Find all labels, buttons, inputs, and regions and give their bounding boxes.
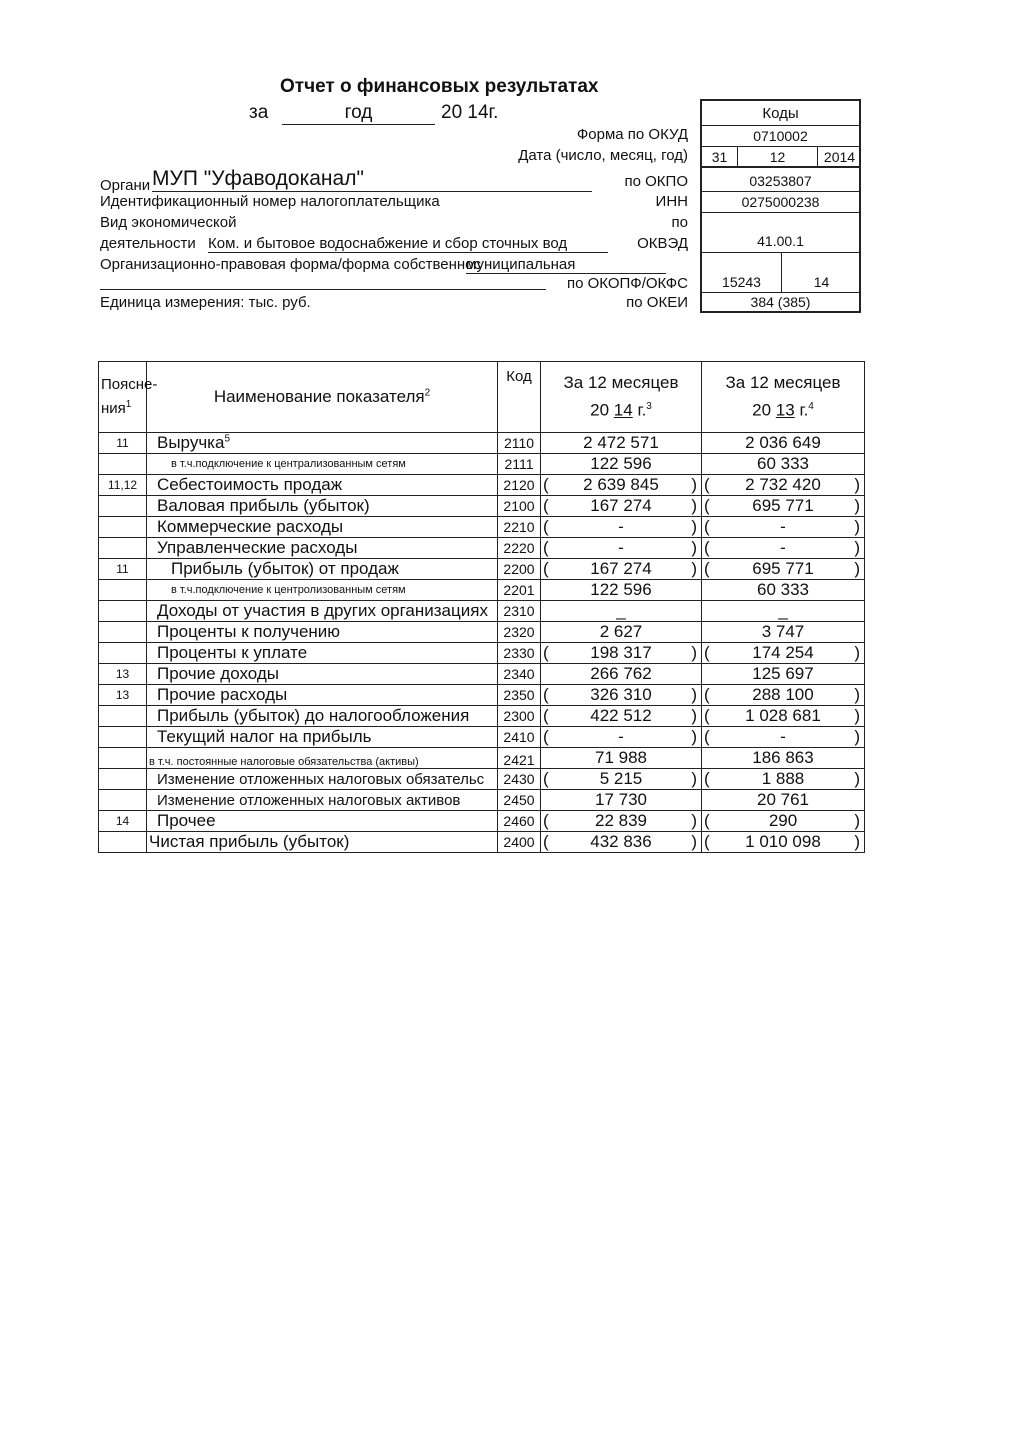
row-code: 2201: [498, 580, 541, 601]
table-row: [99, 664, 865, 685]
table-row: [99, 727, 865, 748]
code-okud: 0710002: [702, 126, 859, 147]
row-code: 2421: [498, 748, 541, 769]
row-note: [99, 622, 147, 643]
row-name: Себестоимость продаж: [147, 475, 498, 496]
row-current: ( 167 274 ): [541, 559, 702, 580]
table-row: [99, 580, 865, 601]
row-previous: ( 1 028 681 ): [702, 706, 865, 727]
row-code: 2100: [498, 496, 541, 517]
report-year: 20 14г.: [441, 102, 499, 123]
row-code: 2220: [498, 538, 541, 559]
code-okpo: 03253807: [702, 168, 859, 192]
row-current: ( 422 512 ): [541, 706, 702, 727]
okved-label-2: ОКВЭД: [637, 235, 688, 252]
row-name: Коммерческие расходы: [147, 517, 498, 538]
row-note: [99, 727, 147, 748]
code-year: 2014: [823, 149, 856, 165]
row-previous: ( 695 771 ): [702, 496, 865, 517]
row-current: ( 198 317 ): [541, 643, 702, 664]
row-current: ( - ): [541, 517, 702, 538]
row-code: 2320: [498, 622, 541, 643]
row-previous: ( - ): [702, 517, 865, 538]
row-current: ( 2 639 845 ): [541, 475, 702, 496]
row-code: 2450: [498, 790, 541, 811]
row-name: в т.ч. постоянные налоговые обязательства (активы): [147, 748, 498, 769]
table-row: [99, 496, 865, 517]
row-code: 2111: [498, 454, 541, 475]
financial-results-table: [98, 361, 865, 853]
row-name: Чистая прибыль (убыток): [147, 832, 498, 853]
row-name: Изменение отложенных налоговых обязательс: [147, 769, 498, 790]
opf-text: Организационно-правовая форма/форма собственнос: [100, 256, 482, 273]
row-name: Прочие доходы: [147, 664, 498, 685]
table-row: [99, 706, 865, 727]
code-date: [702, 147, 859, 168]
row-current: 122 596: [541, 580, 702, 601]
code-okopf: 15243: [702, 253, 782, 292]
row-note: [99, 580, 147, 601]
code-okei: 384 (385): [750, 294, 811, 310]
inn-text: Идентификационный номер налогоплательщика: [100, 193, 440, 210]
code-day: 31: [702, 147, 738, 166]
row-previous: ( 1 888 ): [702, 769, 865, 790]
table-row: [99, 748, 865, 769]
code-okopf-okfs: [702, 253, 859, 293]
row-name: Проценты к получению: [147, 622, 498, 643]
row-previous: ( 288 100 ): [702, 685, 865, 706]
row-note: [99, 454, 147, 475]
activity-line1: Вид экономической: [100, 214, 237, 231]
code-okved: 41.00.1: [702, 213, 859, 253]
row-note: 11: [99, 433, 147, 454]
row-code: 2410: [498, 727, 541, 748]
row-current: 71 988: [541, 748, 702, 769]
row-code: 2350: [498, 685, 541, 706]
inn-label: ИНН: [655, 193, 688, 210]
row-current: 122 596: [541, 454, 702, 475]
org-prefix: Органи: [100, 177, 151, 194]
okei-label: по ОКЕИ: [626, 294, 688, 311]
table-row: [99, 643, 865, 664]
row-code: 2110: [498, 433, 541, 454]
row-previous: ( 1 010 098 ): [702, 832, 865, 853]
header-current: За 12 месяцев 20 14 г.$^3$: [541, 362, 702, 433]
row-name: Проценты к уплате: [147, 643, 498, 664]
row-current: ( 326 310 ): [541, 685, 702, 706]
row-previous: ( 695 771 ): [702, 559, 865, 580]
row-code: 2310: [498, 601, 541, 622]
row-current: 17 730: [541, 790, 702, 811]
row-note: 11: [99, 559, 147, 580]
header-code: Код: [498, 362, 541, 433]
date-label: Дата (число, месяц, год): [518, 147, 688, 164]
row-note: 13: [99, 664, 147, 685]
row-name: в т.ч.подключение к централизованным сетям: [147, 454, 498, 475]
table-row: [99, 538, 865, 559]
row-previous: ( 174 254 ): [702, 643, 865, 664]
row-previous: 125 697: [702, 664, 865, 685]
row-note: 13: [99, 685, 147, 706]
row-code: 2430: [498, 769, 541, 790]
row-code: 2200: [498, 559, 541, 580]
row-note: [99, 769, 147, 790]
opf-value: муниципальная: [466, 256, 666, 274]
row-current: 266 762: [541, 664, 702, 685]
table-row: [99, 685, 865, 706]
activity-value: Ком. и бытовое водоснабжение и сбор сточных вод: [208, 235, 608, 253]
row-name: Валовая прибыль (убыток): [147, 496, 498, 517]
code-inn: 0275000238: [702, 192, 859, 213]
row-previous: 2 036 649: [702, 433, 865, 454]
row-current: ( 5 215 ): [541, 769, 702, 790]
row-current: 2 472 571: [541, 433, 702, 454]
row-current: ( - ): [541, 538, 702, 559]
row-name: Прибыль (убыток) от продаж: [147, 559, 498, 580]
row-current: _: [541, 601, 702, 622]
row-previous: 60 333: [702, 580, 865, 601]
header-name: Наименование показателя$^2$: [147, 362, 498, 433]
okved-label-1: по: [671, 214, 688, 231]
header-previous: За 12 месяцев 20 13 г.$^4$: [702, 362, 865, 433]
row-previous: ( 2 732 420 ): [702, 475, 865, 496]
period-value: год: [282, 102, 435, 125]
row-name: Изменение отложенных налоговых активов: [147, 790, 498, 811]
table-row: [99, 454, 865, 475]
row-note: 11,12: [99, 475, 147, 496]
period-prefix: за: [249, 102, 269, 123]
row-name: Выручка$^5$: [147, 433, 498, 454]
row-note: [99, 517, 147, 538]
row-previous: 3 747: [702, 622, 865, 643]
header-note: Поясне- ния$^1$: [99, 362, 147, 433]
okpo-label: по ОКПО: [624, 173, 688, 190]
okud-label: Форма по ОКУД: [576, 126, 688, 143]
row-code: 2400: [498, 832, 541, 853]
activity-line2: деятельности: [100, 235, 196, 252]
okopf-label: по ОКОПФ/ОКФС: [566, 275, 688, 292]
code-okfs: 14: [813, 274, 830, 290]
table-row: [99, 832, 865, 853]
code-month: 12: [738, 147, 818, 166]
table-row: [99, 622, 865, 643]
org-name: МУП "Уфаводоканал": [152, 167, 592, 192]
row-note: [99, 601, 147, 622]
row-code: 2300: [498, 706, 541, 727]
row-current: ( - ): [541, 727, 702, 748]
row-code: 2340: [498, 664, 541, 685]
row-note: [99, 538, 147, 559]
row-previous: _: [702, 601, 865, 622]
table-header: [99, 362, 865, 433]
row-note: [99, 706, 147, 727]
codes-header: Коды: [702, 101, 859, 126]
table-row: [99, 769, 865, 790]
row-name: Текущий налог на прибыль: [147, 727, 498, 748]
row-name: Прибыль (убыток) до налогообложения: [147, 706, 498, 727]
row-name: Управленческие расходы: [147, 538, 498, 559]
opf-underline: [100, 275, 546, 290]
row-note: 14: [99, 811, 147, 832]
row-previous: ( 290 ): [702, 811, 865, 832]
table-row: [99, 601, 865, 622]
row-current: ( 167 274 ): [541, 496, 702, 517]
row-previous: ( - ): [702, 727, 865, 748]
row-note: [99, 496, 147, 517]
row-code: 2210: [498, 517, 541, 538]
row-current: ( 22 839 ): [541, 811, 702, 832]
row-note: [99, 748, 147, 769]
table-row: [99, 559, 865, 580]
codes-box: [700, 99, 861, 313]
row-name: в т.ч.подключение к центролизованным сетям: [147, 580, 498, 601]
row-name: Прочее: [147, 811, 498, 832]
row-current: 2 627: [541, 622, 702, 643]
table-row: [99, 790, 865, 811]
row-current: ( 432 836 ): [541, 832, 702, 853]
table-row: [99, 433, 865, 454]
row-name: Доходы от участия в других организациях: [147, 601, 498, 622]
row-note: [99, 643, 147, 664]
row-code: 2120: [498, 475, 541, 496]
row-name: Прочие расходы: [147, 685, 498, 706]
row-previous: 20 761: [702, 790, 865, 811]
report-title: Отчет о финансовых результатах: [280, 76, 599, 97]
table-row: [99, 811, 865, 832]
row-previous: ( - ): [702, 538, 865, 559]
table-row: [99, 517, 865, 538]
table-row: [99, 475, 865, 496]
unit-text: Единица измерения: тыс. руб.: [100, 294, 311, 311]
row-note: [99, 832, 147, 853]
row-previous: 60 333: [702, 454, 865, 475]
row-code: 2330: [498, 643, 541, 664]
row-note: [99, 790, 147, 811]
row-code: 2460: [498, 811, 541, 832]
row-previous: 186 863: [702, 748, 865, 769]
